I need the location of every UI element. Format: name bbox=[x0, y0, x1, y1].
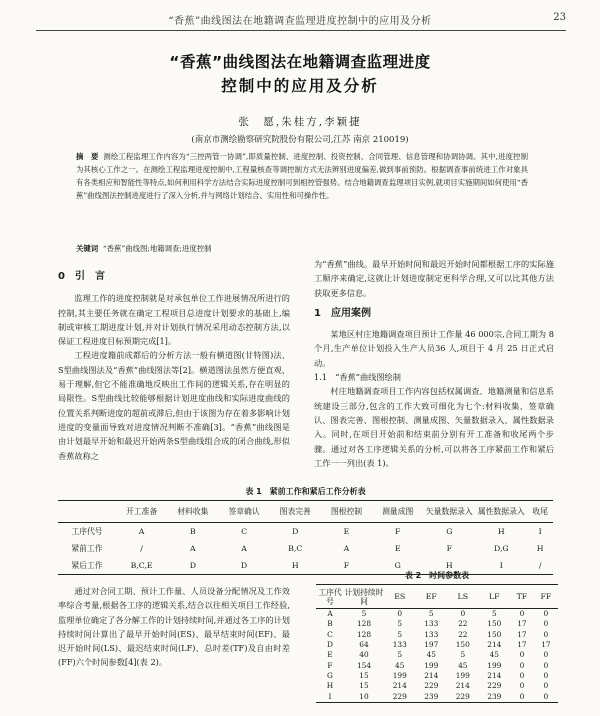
table-cell: 0 bbox=[460, 609, 466, 619]
table-cell: 22 bbox=[458, 629, 468, 639]
page-number: 23 bbox=[553, 12, 566, 23]
table-cell: B bbox=[189, 527, 196, 536]
table-cell: E bbox=[394, 544, 401, 553]
right-column bbox=[314, 257, 554, 470]
table-cell: A bbox=[138, 527, 145, 536]
table-cell: H bbox=[326, 681, 334, 691]
table-row bbox=[316, 619, 558, 629]
table-cell: 0 bbox=[543, 681, 549, 691]
table2 bbox=[316, 584, 558, 703]
table-cell: 64 bbox=[359, 640, 369, 650]
table-cell: 154 bbox=[356, 660, 372, 670]
abstract bbox=[76, 150, 528, 202]
table-cell: 0 bbox=[519, 670, 525, 680]
table-cell: 紧前工作 bbox=[71, 544, 103, 553]
table-cell: / bbox=[527, 557, 553, 575]
table1-header: 图根控制 bbox=[321, 501, 372, 523]
table-cell: B,C bbox=[288, 544, 303, 553]
table2-header: LS bbox=[447, 585, 479, 609]
table-row bbox=[316, 660, 558, 670]
table1-header bbox=[58, 501, 116, 523]
table-cell: 5 bbox=[460, 650, 466, 660]
table-row bbox=[316, 640, 558, 650]
table-cell: 0 bbox=[543, 629, 549, 639]
table-cell: D bbox=[167, 557, 218, 575]
table-cell: F bbox=[446, 544, 453, 553]
table-cell: B,C,E bbox=[116, 557, 167, 575]
table-cell: H bbox=[423, 557, 475, 575]
table-cell: E bbox=[327, 650, 333, 660]
table-cell: 199 bbox=[392, 670, 407, 680]
table-cell: 0 bbox=[510, 691, 534, 702]
table1-header: 收尾 bbox=[527, 501, 553, 523]
table-cell: 0 bbox=[543, 609, 549, 619]
table1-header: 图表完善 bbox=[270, 501, 321, 523]
table2-header-row bbox=[316, 585, 558, 609]
table-cell: 133 bbox=[392, 640, 407, 650]
table-cell: G bbox=[372, 557, 423, 575]
table-cell: I bbox=[538, 527, 542, 536]
paper-title-line1: “香蕉”曲线图法在地籍调查监理进度 bbox=[169, 53, 431, 71]
table-cell: 0 bbox=[519, 681, 525, 691]
table-cell: F bbox=[394, 527, 401, 536]
bottom-left-column bbox=[58, 584, 290, 670]
table-row bbox=[316, 609, 558, 620]
subsection-heading: 1.1 “香蕉”曲线图绘制 bbox=[314, 372, 401, 383]
table-row bbox=[58, 523, 553, 541]
intro-paragraph-1: 监理工作的进度控制就是对承包单位工作进展情况所进行的控制,其主要任务就在确定工程项目总进度计划要求的基础上,编制或审核工期进度计划,并对计划执行情况采用动态控制方法,以保证工程进度目标预期完成[1]。 bbox=[58, 293, 290, 347]
table-cell: 15 bbox=[359, 670, 369, 680]
table-cell: A bbox=[343, 544, 350, 553]
table1-caption: 表 1 紧前工作和紧后工作分析表 bbox=[245, 487, 366, 496]
table-cell: 0 bbox=[543, 619, 549, 629]
table-cell: 239 bbox=[416, 691, 448, 702]
header-rule bbox=[36, 30, 566, 31]
table-cell: 229 bbox=[424, 681, 439, 691]
table1-header: 矢量数据录入 bbox=[423, 501, 475, 523]
table1-header-row bbox=[58, 501, 553, 523]
table-cell: 5 bbox=[491, 609, 497, 619]
table-cell: 0 bbox=[397, 609, 403, 619]
table-cell: 214 bbox=[424, 670, 439, 680]
table-cell: 229 bbox=[487, 681, 502, 691]
table-cell: 工序代号 bbox=[71, 527, 103, 536]
table-cell: 150 bbox=[455, 640, 470, 650]
table-cell: 5 bbox=[428, 609, 434, 619]
intro-continued: 为“香蕉”曲线。最早开始时间和最迟开始时间都根据工序的实际施工顺序来确定,这就让计划进度制定更科学合理,又可以比其他方法获取更多信息。 bbox=[314, 259, 554, 298]
table2-header: EF bbox=[416, 585, 448, 609]
keywords bbox=[76, 243, 528, 254]
table1-header: 测量成图 bbox=[372, 501, 423, 523]
table-cell: 0 bbox=[543, 660, 549, 670]
table1 bbox=[58, 500, 553, 575]
table-cell: A bbox=[190, 544, 196, 553]
table-cell: 150 bbox=[487, 629, 502, 639]
table-cell: 0 bbox=[519, 650, 525, 660]
table-cell: G bbox=[446, 527, 453, 536]
keywords-label: 关键词 bbox=[76, 244, 99, 253]
table-cell: 133 bbox=[424, 629, 439, 639]
case-heading: 1 应用案例 bbox=[314, 307, 371, 319]
table-cell: F bbox=[327, 660, 333, 670]
table-cell: H bbox=[497, 527, 505, 536]
table-cell: 5 bbox=[361, 609, 367, 619]
table2-header: ES bbox=[384, 585, 416, 609]
running-header: “香蕉”曲线图法在地籍调查监理进度控制中的应用及分析 bbox=[168, 16, 432, 27]
affiliation: (南京市测绘勘察研究院股份有限公司,江苏 南京 210019) bbox=[191, 135, 409, 145]
table-cell: 15 bbox=[359, 681, 369, 691]
table2-caption: 表 2 时间参数表 bbox=[404, 571, 470, 580]
table-cell: 10 bbox=[344, 691, 384, 702]
table-cell: 45 bbox=[489, 650, 499, 660]
table-cell: 229 bbox=[384, 691, 416, 702]
table-cell: H bbox=[270, 557, 321, 575]
table-cell: 197 bbox=[424, 640, 439, 650]
table-cell: 5 bbox=[397, 619, 403, 629]
table-cell: 45 bbox=[426, 650, 436, 660]
table1-header: 属性数据录入 bbox=[475, 501, 527, 523]
table-cell: 0 bbox=[519, 609, 525, 619]
table-cell: A bbox=[327, 609, 333, 619]
table-cell: 紧后工作 bbox=[58, 557, 116, 575]
table-cell: 17 bbox=[541, 640, 551, 650]
table-cell: I bbox=[475, 557, 527, 575]
table-cell: D bbox=[218, 557, 269, 575]
intro-paragraph-2: 工程进度籍前成都后的分析方法一般有横道图(甘特图)法、S型曲线图法及“香蕉”曲线图法等[2]。横道图法虽然方便直观、易于理解,但它不能准确地反映出工作间的逻辑关系,存在明显的局限性。S型曲线比较能够根据计划进度曲线和实际进度曲线的位置关系判断进度的超前或滞后,但由于该图为存在着多影响计划进度的变量面导致对进度情况判断不准确[3]。“香蕉”曲线图是由计划最早开始和最迟开始两条S型曲线组合成的闭合曲线,形似香蕉故称之 bbox=[58, 350, 290, 461]
table1-header: 材料收集 bbox=[167, 501, 218, 523]
table-cell: E bbox=[343, 527, 350, 536]
case-paragraph-1: 某地区村庄地籍调查项目预计工作量 46 000宗,合同工期为 8 个月,生产单位计划投入生产人员36 人,项目于 4 月 25 日正式启动。 bbox=[314, 329, 554, 368]
table-cell: 0 bbox=[519, 660, 525, 670]
table1-header: 签章确认 bbox=[218, 501, 269, 523]
table1-header: 开工准备 bbox=[116, 501, 167, 523]
table-row bbox=[316, 650, 558, 660]
table-row bbox=[316, 691, 558, 702]
table-cell: 0 bbox=[543, 670, 549, 680]
table-cell: 128 bbox=[356, 629, 372, 639]
table-cell: I bbox=[316, 691, 344, 702]
table-cell: 214 bbox=[455, 681, 470, 691]
table-cell: A bbox=[241, 544, 247, 553]
table-cell: 0 bbox=[534, 691, 558, 702]
table-row bbox=[316, 681, 558, 691]
table-cell: / bbox=[140, 544, 143, 553]
table-cell: G bbox=[327, 670, 333, 680]
table-cell: 45 bbox=[458, 660, 468, 670]
table-cell: 214 bbox=[392, 681, 407, 691]
table2-header: TF bbox=[510, 585, 534, 609]
abstract-label: 摘 要 bbox=[76, 152, 99, 161]
abstract-text: 测绘工程监理工作内容为“三控两管一协调”,即质量控制、进度控制、投资控制、合同管理、信息管理和协调协调。其中,进度控制为其核心工作之一。在测绘工程监理进度控制中,工程量核查等调控制方式无法辨别进度偏差,做到事前预防。根据调查事前统进工作对象具有各类相应和智能性等特点,如何利用科学方法结合实际进度控制可到相控管强势。结合地籍调查监理项目实例,就项目实施期间如何使用“香蕉”曲线图法控制进度进行了深入分析,并与网络计划结合、实用性和可操作性。 bbox=[76, 152, 528, 200]
table-row bbox=[58, 540, 553, 557]
table-cell: 17 bbox=[517, 629, 527, 639]
table-cell: 229 bbox=[447, 691, 479, 702]
intro-heading: 0 引 言 bbox=[58, 271, 105, 282]
table-cell: B bbox=[327, 619, 333, 629]
table-cell: 128 bbox=[356, 619, 372, 629]
table2-header: LF bbox=[479, 585, 511, 609]
table-row bbox=[316, 671, 558, 681]
table-cell: 199 bbox=[455, 670, 470, 680]
table2-body bbox=[316, 609, 558, 703]
table-cell: F bbox=[321, 557, 372, 575]
table2-header: 工序代号 bbox=[316, 585, 344, 609]
table-cell: 239 bbox=[479, 691, 511, 702]
table-cell: 5 bbox=[397, 629, 403, 639]
paper-title-line2: 控制中的应用及分析 bbox=[221, 77, 379, 95]
table2-header: FF bbox=[534, 585, 558, 609]
table-cell: 150 bbox=[487, 619, 502, 629]
table-cell: 133 bbox=[424, 619, 439, 629]
table-cell: 45 bbox=[395, 660, 405, 670]
table-cell: 17 bbox=[517, 619, 527, 629]
table-cell: 0 bbox=[543, 650, 549, 660]
table-cell: 40 bbox=[359, 650, 369, 660]
table-cell: 199 bbox=[487, 660, 502, 670]
table-cell: D bbox=[292, 527, 299, 536]
table-cell: 22 bbox=[458, 619, 468, 629]
table-cell: C bbox=[241, 527, 248, 536]
table-cell: 17 bbox=[517, 640, 527, 650]
table-cell: C bbox=[327, 629, 333, 639]
table-cell: D,G bbox=[493, 544, 509, 553]
table-cell: 5 bbox=[397, 650, 403, 660]
params-paragraph: 通过对合同工期、预计工作量、人员设备分配情况及工作效率综合考量,根据各工序的逻辑关系,结合以往相关项目工作经验,监理单位确定了各分解工作的计划持续时间,并通过各工序的计划持续时间计算出了最早开始时间(ES)、最早结束时间(EF)、最迟开始时间(LS)、最迟结束时间(LF)、总时差(TF)及自由时差(FF)六个时间参数[4](表 2)。 bbox=[58, 586, 290, 668]
table-cell: H bbox=[536, 544, 544, 553]
authors: 张 愿,朱桂方,李颖捷 bbox=[238, 116, 362, 128]
table-cell: 199 bbox=[424, 660, 439, 670]
table-cell: D bbox=[327, 640, 333, 650]
left-column bbox=[58, 270, 290, 463]
table-row bbox=[316, 630, 558, 640]
table2-header: 计划持续时间 bbox=[344, 585, 384, 609]
case-paragraph-2: 村庄地籍调查项目工作内容包括权属调查、地籍测量和信息系统建设三部分,包含的工作大致可细化为七个:材料收集、签章确认、图表完善、图根控制、测量成图、矢量数据录入、属性数据录入。同时,在项目开始前和结束前分别有开工准备和收尾两个步骤。通过对各工序逻辑关系的分析,可以将各工序紧前工作和紧后工作一一列出(表 1)。 bbox=[314, 386, 554, 468]
table-cell: 214 bbox=[487, 640, 502, 650]
keywords-text: “香蕉”曲线图;地籍调查;进度控制 bbox=[102, 244, 212, 253]
table-cell: 214 bbox=[487, 670, 502, 680]
